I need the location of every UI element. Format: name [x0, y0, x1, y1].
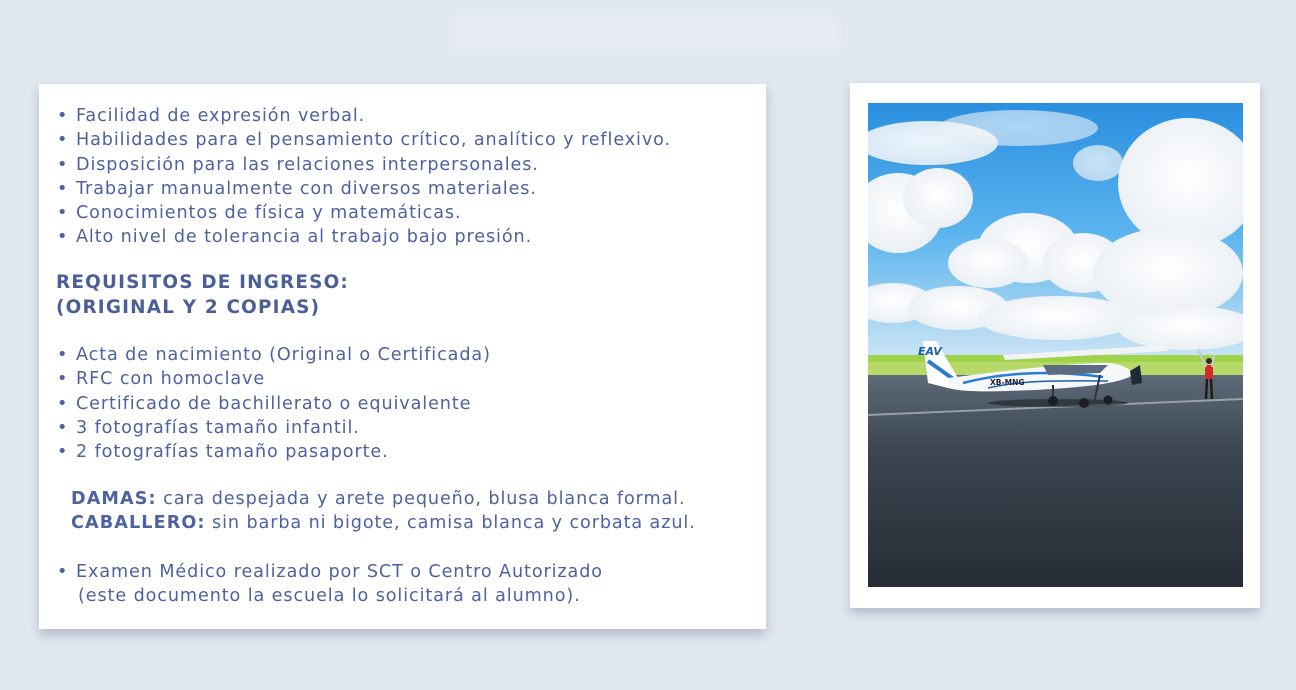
list-item: • Acta de nacimiento (Original o Certificada)	[57, 343, 491, 367]
list-item: • 3 fotografías tamaño infantil.	[57, 416, 491, 440]
list-item: • Trabajar manualmente con diversos materiales.	[57, 177, 671, 201]
list-item: • Facilidad de expresión verbal.	[57, 104, 671, 128]
list-item: • Conocimientos de física y matemáticas.	[57, 201, 671, 225]
bullet-icon: •	[57, 106, 69, 126]
bullet-icon: •	[57, 417, 69, 438]
bullet-icon: •	[57, 178, 69, 199]
bullet-icon: •	[57, 562, 69, 582]
list-item: • Disposición para las relaciones interpersonales.	[57, 153, 671, 177]
requirements-card	[39, 84, 766, 629]
dress-code	[71, 487, 696, 536]
bullet-icon: •	[57, 154, 69, 175]
dress-code-women: DAMAS: cara despejada y arete pequeño, blusa blanca formal.	[71, 489, 686, 509]
list-item: • Alto nivel de tolerancia al trabajo bajo presión.	[57, 225, 671, 249]
tail-logo-text: EAV	[918, 345, 942, 358]
bullet-icon: •	[57, 369, 69, 390]
requirements-heading: REQUISITOS DE INGRESO: (ORIGINAL Y 2 COPIAS)	[56, 272, 349, 318]
dress-code-men: CABALLERO: sin barba ni bigote, camisa blanca y corbata azul.	[71, 513, 696, 534]
bullet-icon: •	[57, 442, 69, 463]
list-item: • Certificado de bachillerato o equivalente	[57, 392, 491, 416]
skills-list	[57, 104, 671, 250]
bullet-icon: •	[57, 393, 69, 414]
photo-frame	[850, 83, 1260, 608]
registration-text: XB-MNG	[990, 378, 1025, 387]
airplane-photo	[868, 103, 1243, 587]
list-item: • Habilidades para el pensamiento crítico, analítico y reflexivo.	[57, 128, 671, 152]
bullet-icon: •	[57, 130, 69, 151]
medical-exam-note: • Examen Médico realizado por SCT o Centro Autorizado (este documento la escuela lo solicitará al alumno).	[57, 562, 603, 607]
documents-list	[57, 343, 491, 464]
blurred-header-bar	[450, 16, 840, 52]
bullet-icon: •	[57, 203, 69, 224]
list-item: • RFC con homoclave	[57, 367, 491, 391]
bullet-icon: •	[57, 345, 69, 365]
bullet-icon: •	[57, 227, 69, 248]
list-item: • 2 fotografías tamaño pasaporte.	[57, 440, 491, 464]
